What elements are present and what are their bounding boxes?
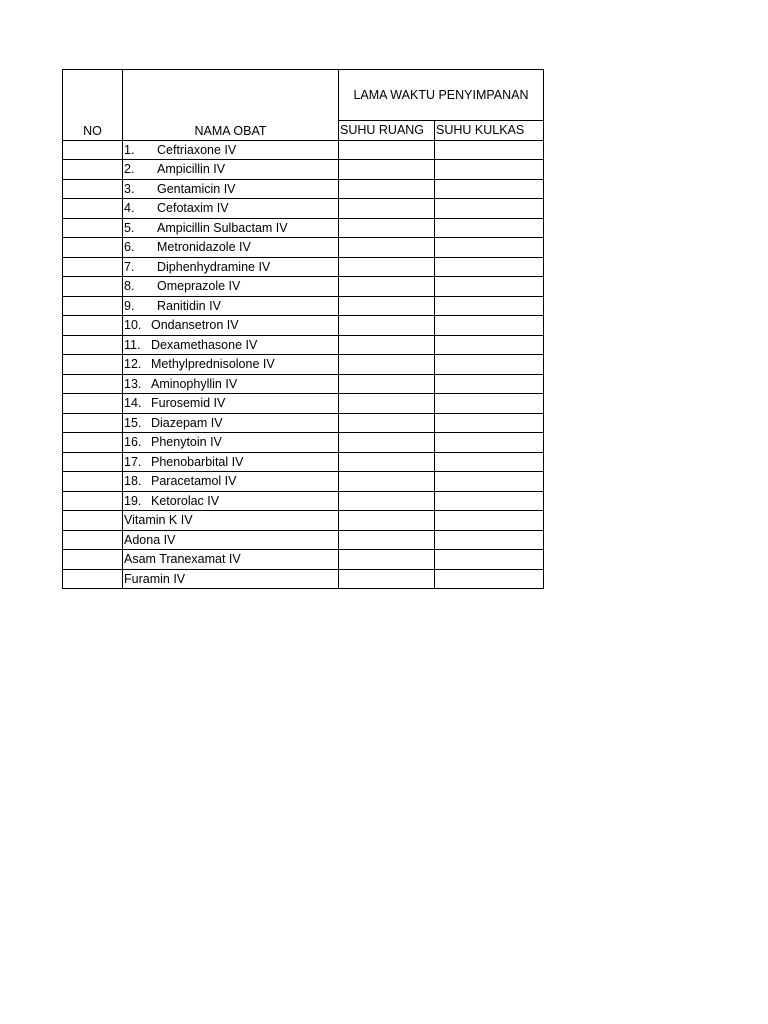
cell-nama-obat[interactable] bbox=[123, 335, 339, 355]
cell-suhu-ruang[interactable] bbox=[339, 452, 435, 472]
cell-suhu-ruang[interactable] bbox=[339, 257, 435, 277]
cell-no[interactable] bbox=[63, 530, 123, 550]
cell-nama-obat[interactable] bbox=[123, 140, 339, 160]
drug-name: Vitamin K IV bbox=[124, 513, 193, 528]
cell-suhu-ruang[interactable] bbox=[339, 550, 435, 570]
cell-suhu-kulkas[interactable] bbox=[435, 335, 544, 355]
cell-suhu-ruang[interactable] bbox=[339, 277, 435, 297]
cell-suhu-ruang[interactable] bbox=[339, 394, 435, 414]
cell-nama-obat[interactable] bbox=[123, 277, 339, 297]
cell-suhu-kulkas[interactable] bbox=[435, 569, 544, 589]
cell-suhu-ruang[interactable] bbox=[339, 335, 435, 355]
cell-nama-obat[interactable] bbox=[123, 569, 339, 589]
drug-name: Gentamicin IV bbox=[157, 181, 236, 196]
cell-no[interactable] bbox=[63, 550, 123, 570]
table-row bbox=[63, 277, 544, 297]
table-body bbox=[63, 140, 544, 589]
table-row bbox=[63, 238, 544, 258]
cell-suhu-kulkas[interactable] bbox=[435, 296, 544, 316]
cell-no[interactable] bbox=[63, 374, 123, 394]
cell-no[interactable] bbox=[63, 569, 123, 589]
cell-nama-obat[interactable] bbox=[123, 160, 339, 180]
cell-no[interactable] bbox=[63, 160, 123, 180]
cell-suhu-kulkas[interactable] bbox=[435, 452, 544, 472]
header-suhu-kulkas: SUHU KULKAS bbox=[435, 121, 544, 141]
drug-number: 13. bbox=[124, 376, 142, 391]
drug-name: Adona IV bbox=[124, 532, 176, 547]
table-row bbox=[63, 296, 544, 316]
drug-number: 2. bbox=[124, 162, 135, 177]
table-row bbox=[63, 569, 544, 589]
drug-number: 1. bbox=[124, 142, 135, 157]
cell-suhu-kulkas[interactable] bbox=[435, 394, 544, 414]
cell-suhu-kulkas[interactable] bbox=[435, 511, 544, 531]
drug-name: Ampicillin IV bbox=[157, 162, 226, 177]
cell-suhu-kulkas[interactable] bbox=[435, 491, 544, 511]
table-row bbox=[63, 257, 544, 277]
cell-suhu-kulkas[interactable] bbox=[435, 374, 544, 394]
cell-suhu-ruang[interactable] bbox=[339, 218, 435, 238]
drug-name: Ranitidin IV bbox=[157, 298, 221, 313]
drug-name: Furosemid IV bbox=[151, 396, 226, 411]
table-header bbox=[63, 70, 544, 141]
cell-suhu-kulkas[interactable] bbox=[435, 199, 544, 219]
drug-name: Ampicillin Sulbactam IV bbox=[157, 220, 288, 235]
cell-no[interactable] bbox=[63, 472, 123, 492]
drug-name: Paracetamol IV bbox=[151, 474, 237, 489]
cell-no[interactable] bbox=[63, 452, 123, 472]
drug-number: 3. bbox=[124, 181, 135, 196]
cell-no[interactable] bbox=[63, 277, 123, 297]
cell-nama-obat[interactable] bbox=[123, 316, 339, 336]
drug-number: 8. bbox=[124, 279, 135, 294]
cell-no[interactable] bbox=[63, 238, 123, 258]
cell-suhu-ruang[interactable] bbox=[339, 296, 435, 316]
cell-no[interactable] bbox=[63, 433, 123, 453]
cell-suhu-kulkas[interactable] bbox=[435, 140, 544, 160]
cell-no[interactable] bbox=[63, 140, 123, 160]
table-row bbox=[63, 355, 544, 375]
cell-no[interactable] bbox=[63, 199, 123, 219]
cell-suhu-kulkas[interactable] bbox=[435, 413, 544, 433]
cell-no[interactable] bbox=[63, 296, 123, 316]
drug-name: Diphenhydramine IV bbox=[157, 259, 271, 274]
table-row bbox=[63, 530, 544, 550]
cell-suhu-ruang[interactable] bbox=[339, 491, 435, 511]
cell-suhu-kulkas[interactable] bbox=[435, 550, 544, 570]
cell-nama-obat[interactable] bbox=[123, 374, 339, 394]
cell-nama-obat[interactable] bbox=[123, 394, 339, 414]
drug-number: 17. bbox=[124, 454, 142, 469]
cell-no[interactable] bbox=[63, 316, 123, 336]
cell-nama-obat[interactable] bbox=[123, 199, 339, 219]
table-row bbox=[63, 511, 544, 531]
drug-number: 19. bbox=[124, 493, 142, 508]
cell-suhu-kulkas[interactable] bbox=[435, 160, 544, 180]
cell-suhu-kulkas[interactable] bbox=[435, 257, 544, 277]
cell-nama-obat[interactable] bbox=[123, 257, 339, 277]
cell-nama-obat[interactable] bbox=[123, 355, 339, 375]
cell-suhu-ruang[interactable] bbox=[339, 530, 435, 550]
header-lama-waktu-penyimpanan: LAMA WAKTU PENYIMPANAN bbox=[339, 70, 544, 121]
cell-no[interactable] bbox=[63, 218, 123, 238]
drug-name: Ceftriaxone IV bbox=[157, 142, 237, 157]
cell-suhu-ruang[interactable] bbox=[339, 355, 435, 375]
drug-name: Asam Tranexamat IV bbox=[124, 552, 241, 567]
cell-suhu-kulkas[interactable] bbox=[435, 472, 544, 492]
drug-name: Omeprazole IV bbox=[157, 279, 241, 294]
cell-nama-obat[interactable] bbox=[123, 179, 339, 199]
cell-nama-obat[interactable] bbox=[123, 296, 339, 316]
drug-name: Phenobarbital IV bbox=[151, 454, 244, 469]
table-row bbox=[63, 433, 544, 453]
cell-nama-obat[interactable] bbox=[123, 530, 339, 550]
cell-suhu-ruang[interactable] bbox=[339, 413, 435, 433]
cell-suhu-kulkas[interactable] bbox=[435, 433, 544, 453]
header-suhu-ruang: SUHU RUANG bbox=[339, 121, 435, 141]
table-row bbox=[63, 316, 544, 336]
drug-number: 5. bbox=[124, 220, 135, 235]
drug-number: 10. bbox=[124, 318, 142, 333]
drug-name: Ketorolac IV bbox=[151, 493, 220, 508]
cell-no[interactable] bbox=[63, 335, 123, 355]
cell-suhu-ruang[interactable] bbox=[339, 569, 435, 589]
table-row bbox=[63, 140, 544, 160]
drug-number: 16. bbox=[124, 435, 142, 450]
cell-suhu-ruang[interactable] bbox=[339, 238, 435, 258]
cell-nama-obat[interactable] bbox=[123, 491, 339, 511]
drug-name: Furamin IV bbox=[124, 571, 186, 586]
drug-number: 7. bbox=[124, 259, 135, 274]
cell-no[interactable] bbox=[63, 491, 123, 511]
header-row-top bbox=[63, 70, 544, 121]
cell-suhu-ruang[interactable] bbox=[339, 433, 435, 453]
drug-number: 11. bbox=[124, 337, 141, 352]
cell-suhu-ruang[interactable] bbox=[339, 374, 435, 394]
drug-number: 15. bbox=[124, 415, 142, 430]
cell-suhu-ruang[interactable] bbox=[339, 140, 435, 160]
cell-suhu-kulkas[interactable] bbox=[435, 355, 544, 375]
drug-name: Diazepam IV bbox=[151, 415, 223, 430]
drug-name: Phenytoin IV bbox=[151, 435, 222, 450]
cell-suhu-kulkas[interactable] bbox=[435, 238, 544, 258]
cell-nama-obat[interactable] bbox=[123, 413, 339, 433]
drug-name: Cefotaxim IV bbox=[157, 201, 229, 216]
cell-suhu-ruang[interactable] bbox=[339, 316, 435, 336]
table-row bbox=[63, 199, 544, 219]
cell-suhu-kulkas[interactable] bbox=[435, 218, 544, 238]
cell-nama-obat[interactable] bbox=[123, 433, 339, 453]
drug-number: 9. bbox=[124, 298, 135, 313]
cell-no[interactable] bbox=[63, 179, 123, 199]
drug-number: 6. bbox=[124, 240, 135, 255]
cell-nama-obat[interactable] bbox=[123, 550, 339, 570]
cell-no[interactable] bbox=[63, 257, 123, 277]
cell-nama-obat[interactable] bbox=[123, 472, 339, 492]
table-row bbox=[63, 218, 544, 238]
cell-no[interactable] bbox=[63, 413, 123, 433]
table-row bbox=[63, 335, 544, 355]
table-row bbox=[63, 491, 544, 511]
table-row bbox=[63, 452, 544, 472]
header-nama-obat: NAMA OBAT bbox=[123, 70, 339, 141]
cell-suhu-kulkas[interactable] bbox=[435, 179, 544, 199]
table-row bbox=[63, 160, 544, 180]
header-no: NO bbox=[63, 70, 123, 141]
cell-no[interactable] bbox=[63, 355, 123, 375]
cell-suhu-kulkas[interactable] bbox=[435, 277, 544, 297]
cell-nama-obat[interactable] bbox=[123, 238, 339, 258]
medication-storage-table bbox=[62, 69, 544, 589]
cell-suhu-kulkas[interactable] bbox=[435, 316, 544, 336]
table-row bbox=[63, 179, 544, 199]
drug-number: 14. bbox=[124, 396, 142, 411]
cell-suhu-kulkas[interactable] bbox=[435, 530, 544, 550]
drug-name: Metronidazole IV bbox=[157, 240, 251, 255]
drug-name: Dexamethasone IV bbox=[151, 337, 258, 352]
table-row bbox=[63, 374, 544, 394]
drug-number: 12. bbox=[124, 357, 142, 372]
table-row bbox=[63, 550, 544, 570]
cell-suhu-ruang[interactable] bbox=[339, 199, 435, 219]
cell-no[interactable] bbox=[63, 394, 123, 414]
cell-nama-obat[interactable] bbox=[123, 511, 339, 531]
cell-nama-obat[interactable] bbox=[123, 452, 339, 472]
cell-suhu-ruang[interactable] bbox=[339, 511, 435, 531]
drug-name: Methylprednisolone IV bbox=[151, 357, 275, 372]
drug-name: Ondansetron IV bbox=[151, 318, 239, 333]
cell-no[interactable] bbox=[63, 511, 123, 531]
cell-suhu-ruang[interactable] bbox=[339, 472, 435, 492]
drug-name: Aminophyllin IV bbox=[151, 376, 238, 391]
cell-nama-obat[interactable] bbox=[123, 218, 339, 238]
drug-number: 18. bbox=[124, 474, 142, 489]
table-row bbox=[63, 413, 544, 433]
cell-suhu-ruang[interactable] bbox=[339, 160, 435, 180]
table-row bbox=[63, 394, 544, 414]
table-row bbox=[63, 472, 544, 492]
drug-number: 4. bbox=[124, 201, 135, 216]
cell-suhu-ruang[interactable] bbox=[339, 179, 435, 199]
